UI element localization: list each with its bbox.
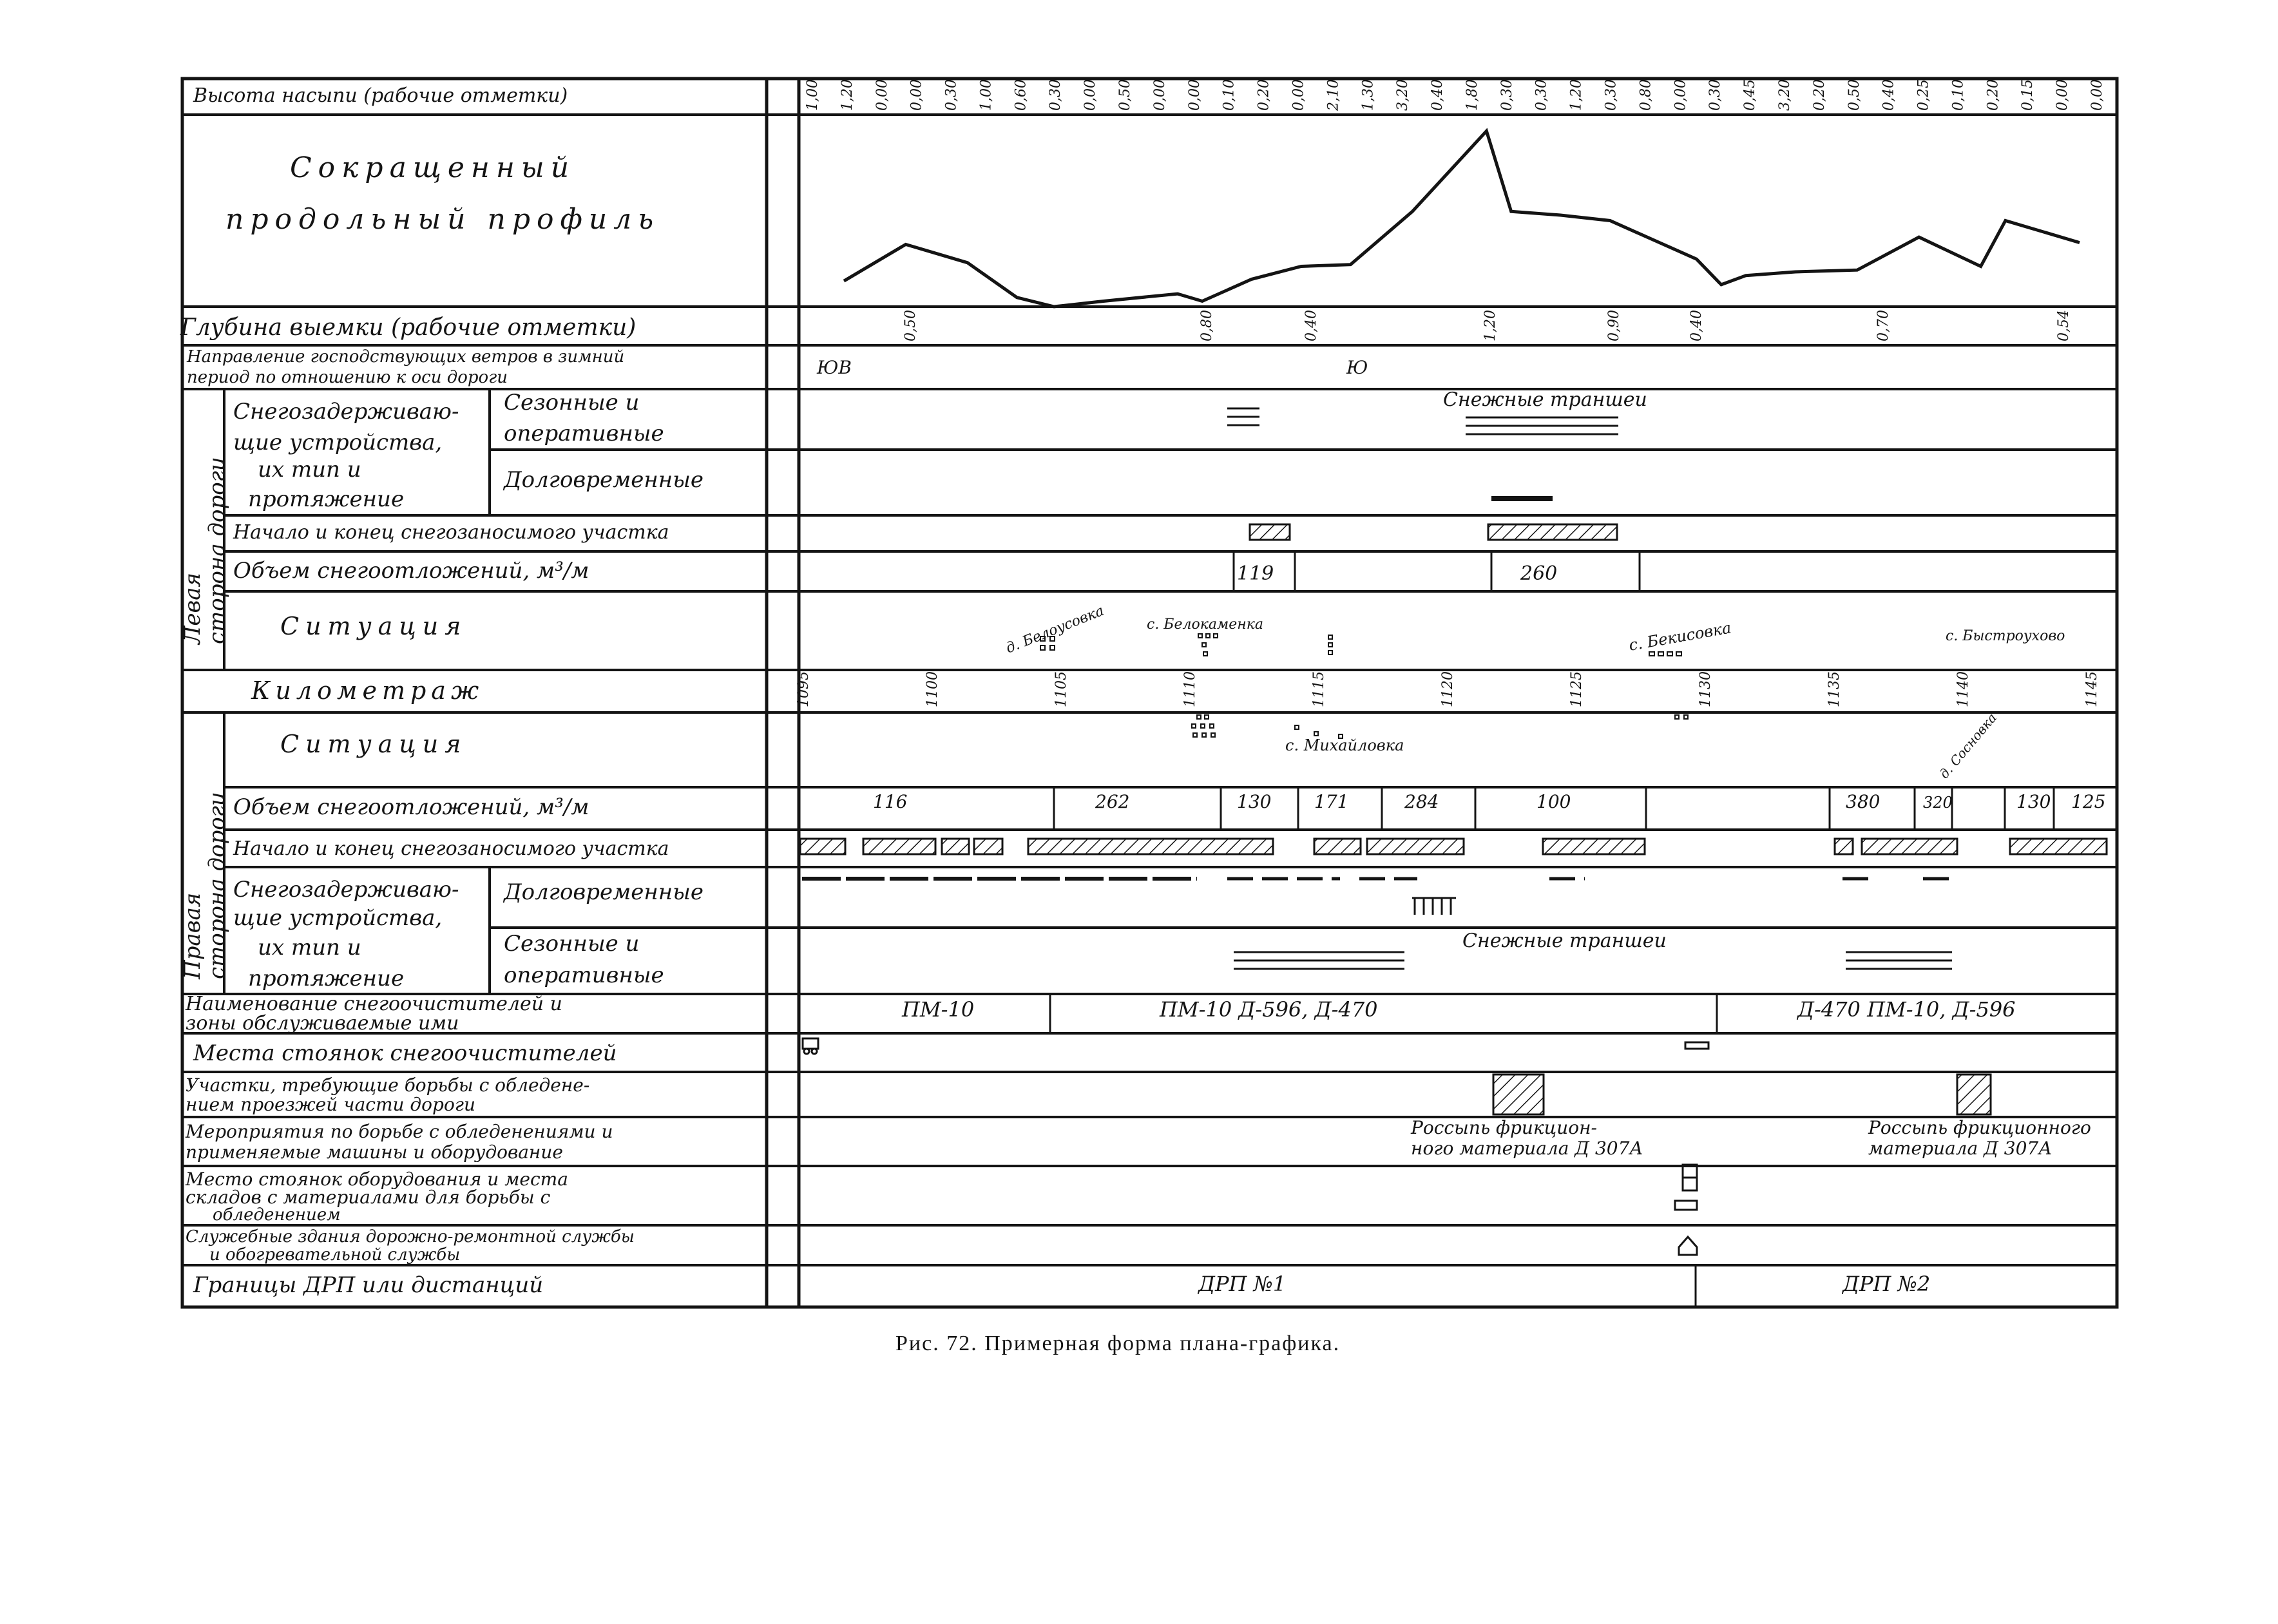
- height-value: 0,00: [1186, 79, 1203, 111]
- measures-1-line2: ного материала Д 307А: [1411, 1138, 1643, 1159]
- measures-2-line2: материала Д 307А: [1868, 1138, 2053, 1159]
- height-value: 0,20: [1811, 79, 1828, 111]
- height-values: [805, 79, 2105, 111]
- height-value: 0,00: [1082, 79, 1099, 111]
- km-value: 1115: [1311, 671, 1327, 707]
- left-devices-line4: протяжение: [248, 486, 405, 512]
- right-devices-line2: щие устройства,: [233, 905, 443, 931]
- km-value: 1095: [796, 671, 812, 707]
- right-settlement-1: с. Михайловка: [1285, 736, 1404, 754]
- height-value: 0,30: [1707, 79, 1724, 111]
- height-value: 1,30: [1360, 79, 1377, 111]
- label-machines-line1: Наименование снегоочистителей и: [186, 993, 562, 1015]
- left-seasonal-line1: Сезонные и: [504, 390, 640, 416]
- machines-zone-1: ПМ-10: [902, 997, 975, 1022]
- service-building-icon: [1679, 1237, 1697, 1255]
- left-permanent: Долговременные: [504, 467, 704, 493]
- right-devices-line1: Снегозадерживаю-: [233, 877, 459, 903]
- cut-depth-values: [903, 310, 2072, 341]
- machines-zone-3: Д-470 ПМ-10, Д-596: [1797, 997, 2016, 1022]
- height-value: 1,00: [805, 79, 821, 111]
- label-kilometrage: Километраж: [251, 676, 484, 705]
- left-settlement-2: с. Белокаменка: [1147, 616, 1264, 633]
- left-snow-volume: Объем снегоотложений, м³/м: [233, 558, 589, 584]
- km-value: 1140: [1955, 671, 1971, 707]
- km-value: 1120: [1440, 671, 1456, 707]
- wind-value-se: ЮВ: [817, 357, 852, 378]
- svg-text:сторона дороги: сторона дороги: [204, 792, 230, 979]
- left-volume-2: 260: [1520, 562, 1558, 585]
- equipment-storage-icon: [1675, 1165, 1697, 1210]
- cut-depth-value: 0,90: [1606, 310, 1622, 341]
- kilometrage-values: [796, 671, 2100, 707]
- right-devices-line4: протяжение: [248, 966, 405, 991]
- left-settlement-1: д. Белоусовка: [1003, 602, 1107, 657]
- right-volume-3: 130: [1237, 791, 1272, 812]
- height-value: 3,20: [1776, 79, 1793, 111]
- label-parking: Места стоянок снегоочистителей: [193, 1040, 617, 1066]
- right-volume-8: 320: [1923, 794, 1953, 812]
- height-value: 0,00: [908, 79, 925, 111]
- height-value: 0,00: [1151, 79, 1168, 111]
- right-situation: Ситуация: [280, 730, 468, 758]
- label-storage-line1: Место стоянок оборудования и места: [186, 1169, 568, 1190]
- label-ice-line1: Участки, требующие борьбы с обледене-: [186, 1075, 590, 1096]
- right-seasonal-line1: Сезонные и: [504, 931, 640, 957]
- height-value: 0,30: [1048, 79, 1064, 111]
- right-volume-4: 171: [1314, 791, 1349, 812]
- label-profile-line2: продольный профиль: [225, 203, 660, 236]
- label-ice-line2: нием проезжей части дороги: [186, 1094, 475, 1115]
- height-value: 0,40: [1430, 79, 1446, 111]
- left-devices-line1: Снегозадерживаю-: [233, 399, 459, 425]
- height-value: 0,30: [1603, 79, 1620, 111]
- label-storage-line3: обледенением: [213, 1205, 341, 1225]
- height-value: 0,00: [874, 79, 890, 111]
- left-settlement-3: с. Бекисовка: [1627, 618, 1733, 654]
- height-value: 0,15: [2020, 79, 2036, 111]
- left-side-group-label: [180, 457, 230, 645]
- svg-text:Правая: Правая: [180, 892, 206, 979]
- right-volume-5: 284: [1404, 791, 1439, 812]
- cut-depth-value: 1,20: [1482, 310, 1498, 341]
- label-profile-line1: Сокращенный: [290, 151, 576, 184]
- height-value: 0,00: [1672, 79, 1689, 111]
- label-machines-line2: зоны обслуживаемые ими: [186, 1012, 459, 1035]
- drift-section-bars: [800, 524, 2107, 1114]
- height-value: 0,30: [1498, 79, 1515, 111]
- right-settlement-2: д. Сосновка: [1936, 710, 2000, 782]
- right-volume-9: 130: [2016, 791, 2051, 812]
- right-volume-6: 100: [1536, 791, 1571, 812]
- height-value: 1,20: [1568, 79, 1585, 111]
- left-seasonal-note: Снежные траншеи: [1443, 388, 1647, 411]
- right-volume-7: 380: [1846, 791, 1881, 812]
- measures-2-line1: Россыпь фрикционного: [1868, 1117, 2091, 1138]
- height-value: 1,00: [978, 79, 995, 111]
- right-volume-2: 262: [1095, 791, 1130, 812]
- left-seasonal-line2: оперативные: [504, 421, 664, 446]
- right-snow-volume: Объем снегоотложений, м³/м: [233, 794, 589, 820]
- height-value: 0,80: [1638, 79, 1654, 111]
- right-side-group-label: [180, 792, 230, 980]
- label-measures-line2: применяемые машины и оборудование: [186, 1142, 563, 1163]
- height-value: 0,10: [1221, 79, 1238, 111]
- left-devices-line2: щие устройства,: [233, 430, 443, 455]
- left-drift-section: Начало и конец снегозаносимого участка: [233, 521, 669, 544]
- svg-text:Левая: Левая: [180, 572, 206, 644]
- km-value: 1100: [924, 671, 941, 707]
- height-value: 0,50: [1117, 79, 1134, 111]
- km-value: 1125: [1569, 671, 1585, 707]
- cut-depth-value: 0,40: [1303, 310, 1319, 341]
- measures-1-line1: Россыпь фрикцион-: [1411, 1117, 1597, 1138]
- label-buildings-line1: Служебные здания дорожно-ремонтной службы: [186, 1227, 635, 1247]
- snow-fence-symbols: [802, 408, 1952, 969]
- settlement-markers: [1040, 634, 1688, 738]
- height-value: 0,40: [1881, 79, 1897, 111]
- svg-text:сторона дороги: сторона дороги: [204, 457, 230, 644]
- data-values: [796, 79, 2105, 1296]
- snowplow-parking-icon-1: [803, 1038, 818, 1054]
- height-value: 3,20: [1395, 79, 1412, 111]
- height-value: 0,30: [1533, 79, 1550, 111]
- height-value: 0,30: [943, 79, 960, 111]
- height-value: 0,00: [2089, 79, 2105, 111]
- cut-depth-value: 0,40: [1689, 310, 1705, 341]
- left-volume-1: 119: [1237, 562, 1274, 585]
- height-value: 0,60: [1013, 79, 1029, 111]
- height-value: 0,20: [1256, 79, 1272, 111]
- right-permanent: Долговременные: [504, 879, 704, 905]
- label-boundaries: Границы ДРП или дистанций: [193, 1272, 544, 1298]
- km-value: 1145: [2084, 671, 2100, 707]
- right-drift-section: Начало и конец снегозаносимого участка: [233, 837, 669, 860]
- height-value: 0,10: [1950, 79, 1967, 111]
- height-value: 0,20: [1985, 79, 2002, 111]
- figure-caption: Рис. 72. Примерная форма плана-графика.: [895, 1332, 1341, 1355]
- height-value: 0,50: [1846, 79, 1862, 111]
- right-seasonal-line2: оперативные: [504, 962, 664, 988]
- label-cut-depth: Глубина выемки (рабочие отметки): [180, 314, 636, 341]
- cut-depth-value: 0,80: [1199, 310, 1215, 341]
- left-devices-line3: их тип и: [258, 457, 361, 482]
- cut-depth-value: 0,50: [903, 310, 919, 341]
- height-value: 0,25: [1915, 79, 1932, 111]
- boundary-drp-1: ДРП №1: [1198, 1272, 1287, 1296]
- label-buildings-line2: и обогревательной службы: [209, 1245, 461, 1265]
- wind-value-s: Ю: [1346, 357, 1368, 378]
- km-value: 1110: [1182, 671, 1198, 707]
- label-height-fill: Высота насыпи (рабочие отметки): [193, 84, 568, 107]
- right-devices-line3: их тип и: [258, 935, 361, 960]
- left-settlement-4: с. Быстроухово: [1946, 628, 2065, 644]
- height-value: 0,45: [1742, 79, 1759, 111]
- label-measures-line1: Мероприятия по борьбе с обледенениями и: [186, 1121, 613, 1142]
- snowplow-parking-icon-2: [1685, 1042, 1708, 1049]
- machines-zone-2: ПМ-10 Д-596, Д-470: [1160, 997, 1378, 1022]
- boundary-drp-2: ДРП №2: [1843, 1272, 1931, 1296]
- left-situation: Ситуация: [280, 612, 468, 640]
- cut-depth-value: 0,70: [1875, 310, 1891, 341]
- height-value: 0,00: [1290, 79, 1307, 111]
- km-value: 1130: [1698, 671, 1714, 707]
- height-value: 1,20: [839, 79, 856, 111]
- right-volume-1: 116: [873, 791, 908, 812]
- right-seasonal-note: Снежные траншеи: [1462, 930, 1667, 952]
- label-storage-line2: складов с материалами для борьбы с: [186, 1187, 551, 1208]
- km-value: 1105: [1053, 671, 1069, 707]
- right-volume-10: 125: [2071, 791, 2106, 812]
- longitudinal-profile-line: [844, 131, 2080, 307]
- height-value: 1,80: [1464, 79, 1480, 111]
- label-wind-line2: период по отношению к оси дороги: [187, 368, 508, 387]
- label-wind-line1: Направление господствующих ветров в зимний: [187, 347, 625, 367]
- cut-depth-value: 0,54: [2056, 310, 2072, 341]
- height-value: 2,10: [1325, 79, 1342, 111]
- height-value: 0,00: [2054, 79, 2071, 111]
- km-value: 1135: [1826, 671, 1843, 707]
